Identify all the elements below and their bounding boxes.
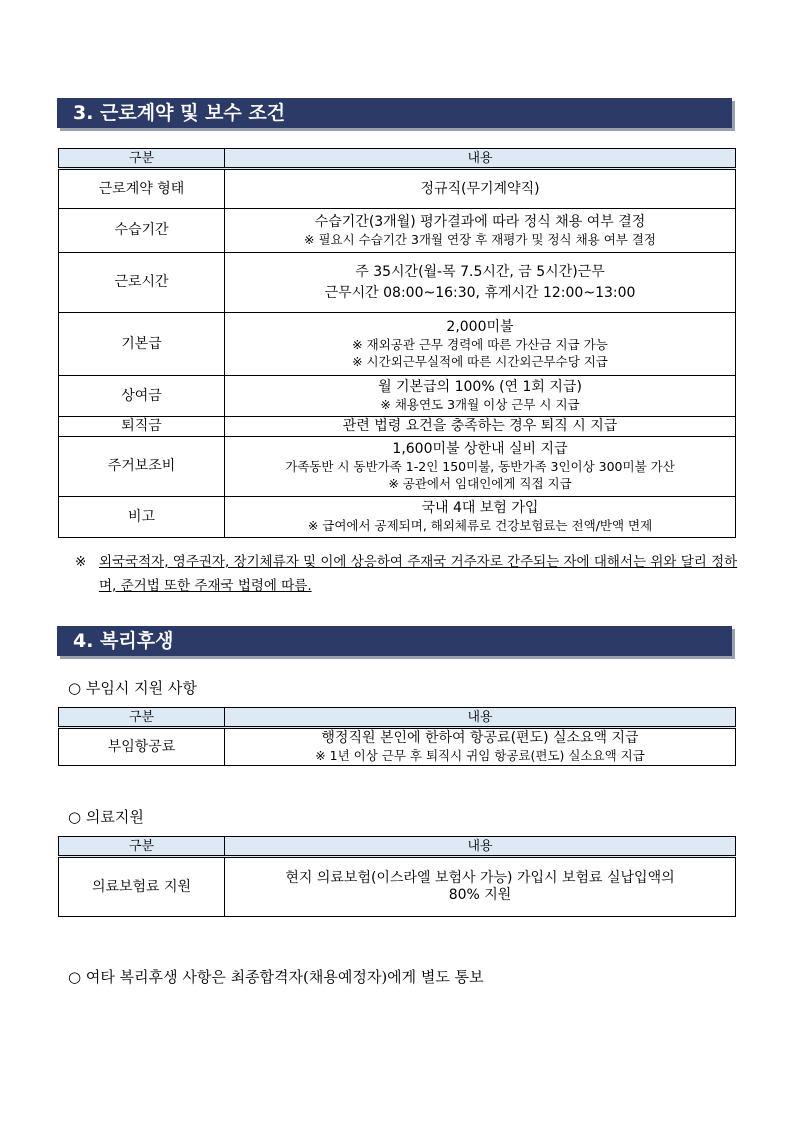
content-line: ※ 채용연도 3개월 이상 근무 시 지급 [380, 397, 580, 412]
row-label: 의료보험료 지원 [59, 857, 225, 917]
contract-table [58, 148, 736, 538]
note-mark: ※ [75, 554, 87, 570]
row-label: 주거보조비 [59, 437, 225, 497]
content-line: 국내 4대 보험 가입 [421, 500, 539, 516]
row-content [225, 169, 736, 209]
relocation-table [58, 707, 736, 766]
content-line: 1,600미불 상한내 실비 지급 [392, 441, 568, 457]
header-category: 구분 [59, 837, 225, 857]
table-row [59, 728, 736, 766]
content-line: 정규직(무기계약직) [420, 180, 540, 197]
content-line: ※ 재외공관 근무 경력에 따른 가산금 지급 가능 [352, 336, 608, 352]
section3-note [75, 550, 740, 598]
row-label: 부임항공료 [59, 728, 225, 766]
row-label: 근로계약 형태 [59, 169, 225, 209]
content-line: ※ 공관에서 임대인에게 직접 지급 [388, 476, 572, 491]
content-line: 현지 의료보험(이스라엘 보험사 가능) 가입시 보험료 실납입액의 [285, 870, 675, 886]
row-content [225, 497, 736, 538]
row-content [225, 857, 736, 917]
table-header-row [59, 149, 736, 169]
header-content: 내용 [225, 837, 736, 857]
content-line: 가족동반 시 동반가족 1-2인 150미불, 동반가족 3인이상 300미불 가산 [285, 459, 675, 474]
content-line: 주 35시간(월-목 7.5시간, 금 5시간)근무 [355, 263, 605, 280]
table-row [59, 313, 736, 376]
table-row [59, 417, 736, 437]
content-line: 80% 지원 [448, 887, 512, 903]
content-line: 2,000미불 [446, 318, 514, 335]
content-line: 행정직원 본인에 한하여 항공료(편도) 실소요액 지급 [321, 730, 639, 746]
row-content [225, 437, 736, 497]
table-row [59, 253, 736, 313]
content-line: ※ 필요시 수습기간 3개월 연장 후 재평가 및 정식 채용 여부 결정 [304, 231, 656, 247]
other-benefits-note: ○ 여타 복리후생 사항은 최종합격자(채용예정자)에게 별도 통보 [68, 968, 484, 986]
row-content [225, 209, 736, 253]
content-line: ※ 급여에서 공제되며, 해외체류로 건강보험료는 전액/반액 면제 [307, 518, 653, 533]
header-content: 내용 [225, 149, 736, 169]
content-line: ※ 1년 이상 근무 후 퇴직시 귀임 항공료(편도) 실소요액 지급 [315, 748, 645, 763]
row-content [225, 253, 736, 313]
table-row [59, 209, 736, 253]
header-content: 내용 [225, 708, 736, 728]
content-line: ※ 시간외근무실적에 따른 시간외근무수당 지급 [352, 353, 608, 369]
medical-table [58, 836, 736, 917]
table-row [59, 497, 736, 538]
content-line: 근무시간 08:00~16:30, 휴게시간 12:00~13:00 [324, 284, 636, 301]
row-content [225, 417, 736, 437]
row-content [225, 376, 736, 417]
row-label: 상여금 [59, 376, 225, 417]
note-text: 외국국적자, 영주권자, 장기체류자 및 이에 상응하여 주재국 거주자로 간주되는 자에 대해서는 위와 달리 정하며, 준거법 또한 주재국 법령에 따름. [99, 554, 738, 594]
content-line: 수습기간(3개월) 평가결과에 따라 정식 채용 여부 결정 [314, 213, 646, 230]
row-label: 기본급 [59, 313, 225, 376]
sub1-title: ○ 부임시 지원 사항 [68, 679, 197, 697]
table-row [59, 857, 736, 917]
row-content [225, 313, 736, 376]
sub2-title: ○ 의료지원 [68, 808, 144, 826]
content-line: 관련 법령 요건을 충족하는 경우 퇴직 시 지급 [342, 418, 618, 434]
row-label: 비고 [59, 497, 225, 538]
section3-title: 3. 근로계약 및 보수 조건 [57, 98, 732, 128]
header-category: 구분 [59, 708, 225, 728]
row-label: 근로시간 [59, 253, 225, 313]
table-header-row [59, 708, 736, 728]
table-row [59, 437, 736, 497]
table-row [59, 376, 736, 417]
row-content [225, 728, 736, 766]
table-header-row [59, 837, 736, 857]
section4-title: 4. 복리후생 [57, 626, 732, 656]
table-row [59, 169, 736, 209]
header-category: 구분 [59, 149, 225, 169]
content-line: 월 기본급의 100% (연 1회 지급) [378, 379, 582, 395]
row-label: 수습기간 [59, 209, 225, 253]
row-label: 퇴직금 [59, 417, 225, 437]
